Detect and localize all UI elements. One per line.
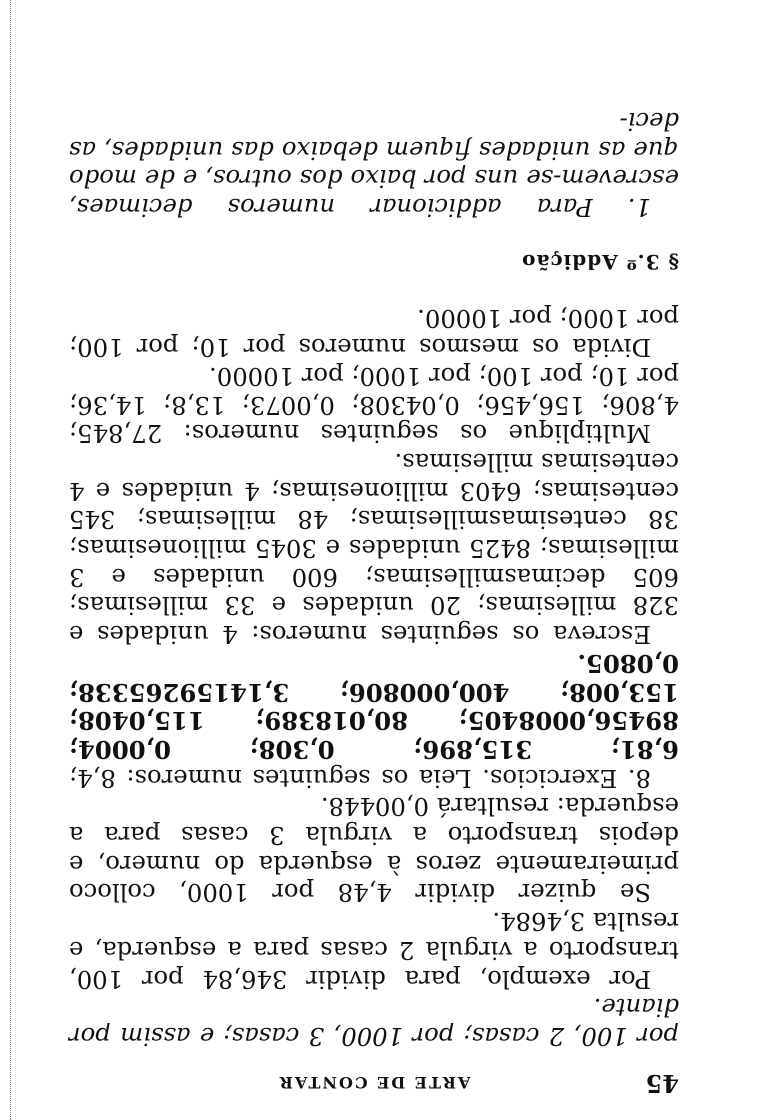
running-title: ARTE DE CONTAR [277,1073,471,1092]
paragraph-divide: Divida os mesmos numeros por 10; por 100; por 1000; por 10000. [69,304,679,363]
section-heading: § 3.º Addição [521,249,679,274]
paragraph-multiply: Multiplique os seguintes numeros: 27,845; 4,806; 156,456; 0,04308; 0,0073; 13,8; 14,36; por 10; por 100; por 1000; por 10000. [69,361,679,449]
paragraph-write-numbers: Escreva os seguintes numeros: 4 unidades e 328 millesimas; 20 unidades e 33 millesimas; 605 decimasmillesimas; 600 unidades e 3 millesimas; 8425 unidades e 3045 millionesimas; 38 centesimasmillesimas; 48 millesimas; 345 centesimas; 6403 millionesimas; 4 unidades e 4 centesimas millesimas. [69,447,679,650]
page-edge [0,0,11,1120]
paragraph-continuation: por 100, 2 casas; por 1000, 3 casas; e assim por diante. [69,993,679,1051]
exercises-numbers: 6,81; 315,896; 0,308; 0,0004; 89456,0008405; 80,018389; 115,0408; 153,008; 400,000806; 3,14159265338; 0,0805. [69,648,679,764]
paragraph-exercises [69,648,679,792]
body-text [69,106,679,1050]
page-header [69,1058,679,1098]
page-number: 45 [645,1069,679,1098]
paragraph-addition: 1. Para addicionar numeros decimaes, escrevem-se uns por baixo dos outros, e de modo que as unidades fiquem debaixo das unidades, as deci- [69,106,679,223]
exercises-intro: 8. Exercicios. Leia os seguintes numeros: 8,4; [69,763,651,793]
paragraph-example-2: Se quizer dividir 4,48 por 1000, colloco primeiramente zeros à esquerda do numero, e depois transporto a virgula 3 casas para a esquerda: resultará 0,00448. [69,792,679,908]
paragraph-example-1: Por exemplo, para dividir 346,84 por 100, transporto a virgula 2 casas para a esquerda, e resulta 3,4684. [69,907,679,994]
